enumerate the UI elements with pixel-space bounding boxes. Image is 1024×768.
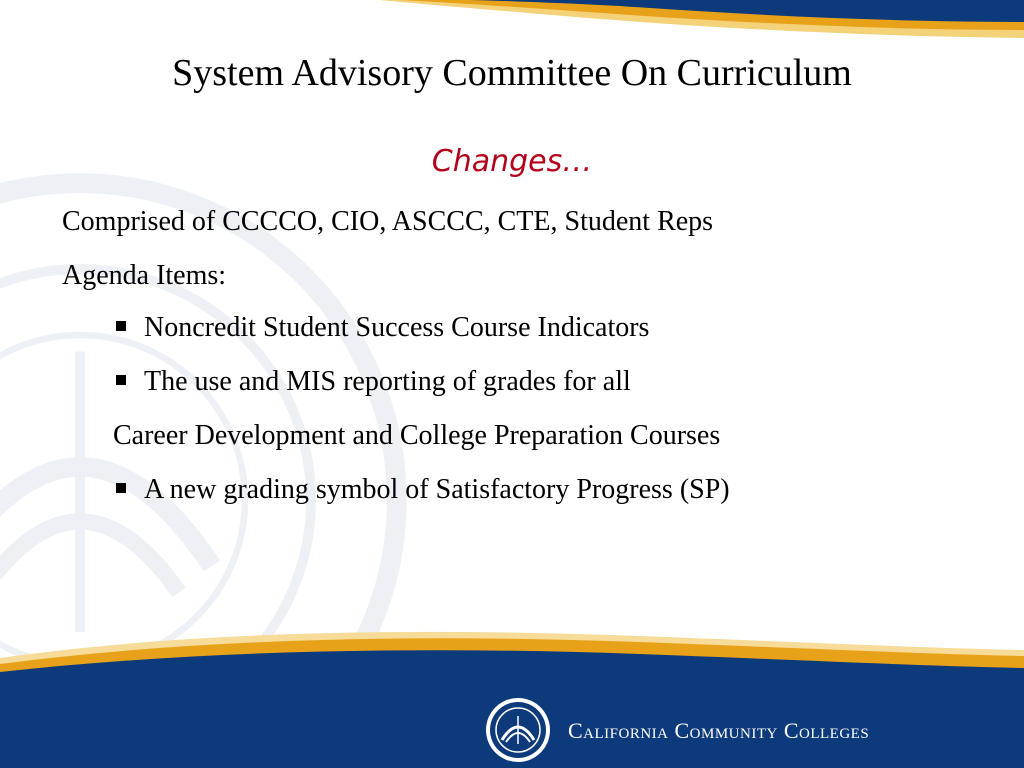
institution-name: California Community Colleges	[568, 718, 870, 743]
body-line-comprised: Comprised of CCCCO, CIO, ASCCC, CTE, Student Reps	[62, 206, 714, 237]
california-community-colleges-seal-icon	[484, 696, 552, 764]
bullet-square-icon	[116, 483, 126, 493]
bullet-text: Noncredit Student Success Course Indicators	[144, 312, 650, 343]
slide-subtitle: Changes…	[431, 144, 593, 179]
bullet-item	[116, 364, 631, 400]
bullet-item	[116, 310, 649, 346]
body-line-agenda: Agenda Items:	[62, 260, 227, 291]
bullet-text: A new grading symbol of Satisfactory Progress (SP)	[144, 474, 730, 505]
slide-title: System Advisory Committee On Curriculum	[172, 52, 852, 94]
bullet-square-icon	[116, 321, 126, 331]
bullet-continuation: Career Development and College Preparation Courses	[113, 420, 721, 451]
bullet-square-icon	[116, 375, 126, 385]
bullet-text: The use and MIS reporting of grades for all	[144, 366, 631, 397]
bullet-item	[116, 472, 730, 508]
